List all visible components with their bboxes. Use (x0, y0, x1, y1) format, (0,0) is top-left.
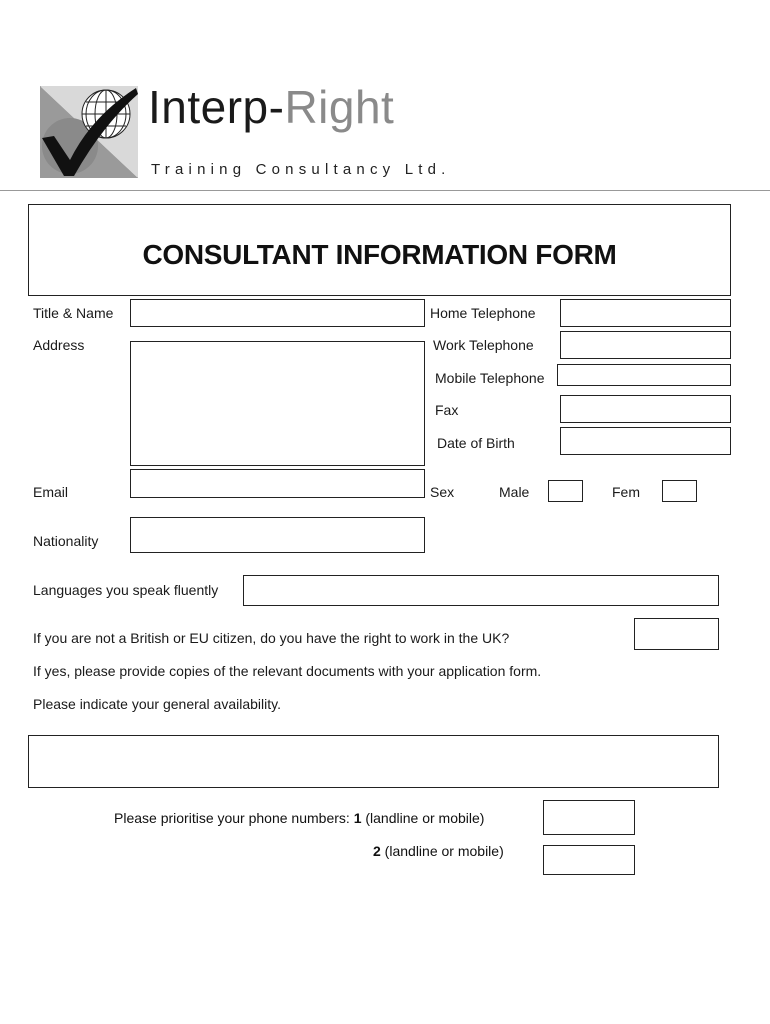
languages-field[interactable] (243, 575, 719, 606)
female-label: Fem (612, 484, 640, 500)
phone-priority-number-1: 1 (353, 810, 362, 826)
phone-priority-line-2 (373, 843, 504, 859)
header-divider (0, 190, 770, 191)
female-checkbox[interactable] (662, 480, 697, 502)
mobile-telephone-label: Mobile Telephone (435, 370, 545, 386)
home-telephone-label: Home Telephone (430, 305, 536, 321)
documents-note: If yes, please provide copies of the relevant documents with your application form. (33, 663, 542, 679)
phone-priority-prompt: Please prioritise your phone numbers: (114, 810, 354, 826)
phone-priority-option-2: (landline or mobile) (380, 843, 504, 859)
work-telephone-label: Work Telephone (433, 337, 534, 353)
fax-field[interactable] (560, 395, 731, 423)
male-label: Male (499, 484, 530, 500)
title-name-label: Title & Name (33, 305, 114, 321)
phone-priority-line-1 (114, 810, 484, 826)
address-field[interactable] (130, 341, 425, 466)
date-of-birth-field[interactable] (560, 427, 731, 455)
home-telephone-field[interactable] (560, 299, 731, 327)
right-to-work-field[interactable] (634, 618, 719, 650)
form-title: CONSULTANT INFORMATION FORM (142, 239, 617, 270)
fax-label: Fax (435, 402, 459, 418)
brand-tagline: Training Consultancy Ltd. (151, 161, 451, 178)
right-to-work-question: If you are not a British or EU citizen, do you have the right to work in the UK? (33, 630, 510, 646)
availability-field[interactable] (28, 735, 719, 788)
nationality-label: Nationality (33, 533, 99, 549)
work-telephone-field[interactable] (560, 331, 731, 359)
languages-label: Languages you speak fluently (33, 582, 219, 598)
address-label: Address (33, 337, 85, 353)
brand-name-part1: Interp- (148, 81, 285, 133)
brand-name (148, 80, 394, 134)
email-label: Email (33, 484, 69, 500)
phone-priority-option-1: (landline or mobile) (361, 810, 485, 826)
phone-priority-2-field[interactable] (543, 845, 635, 875)
title-name-field[interactable] (130, 299, 425, 327)
male-checkbox[interactable] (548, 480, 583, 502)
sex-label: Sex (430, 484, 455, 500)
mobile-telephone-field[interactable] (557, 364, 731, 386)
phone-priority-number-2: 2 (373, 843, 381, 859)
availability-label: Please indicate your general availability. (33, 696, 281, 712)
phone-priority-1-field[interactable] (543, 800, 635, 835)
brand-name-part2: Right (284, 81, 395, 133)
date-of-birth-label: Date of Birth (437, 435, 515, 451)
company-logo-icon (40, 86, 138, 178)
form-title-box (28, 204, 731, 296)
email-field[interactable] (130, 469, 425, 498)
nationality-field[interactable] (130, 517, 425, 553)
